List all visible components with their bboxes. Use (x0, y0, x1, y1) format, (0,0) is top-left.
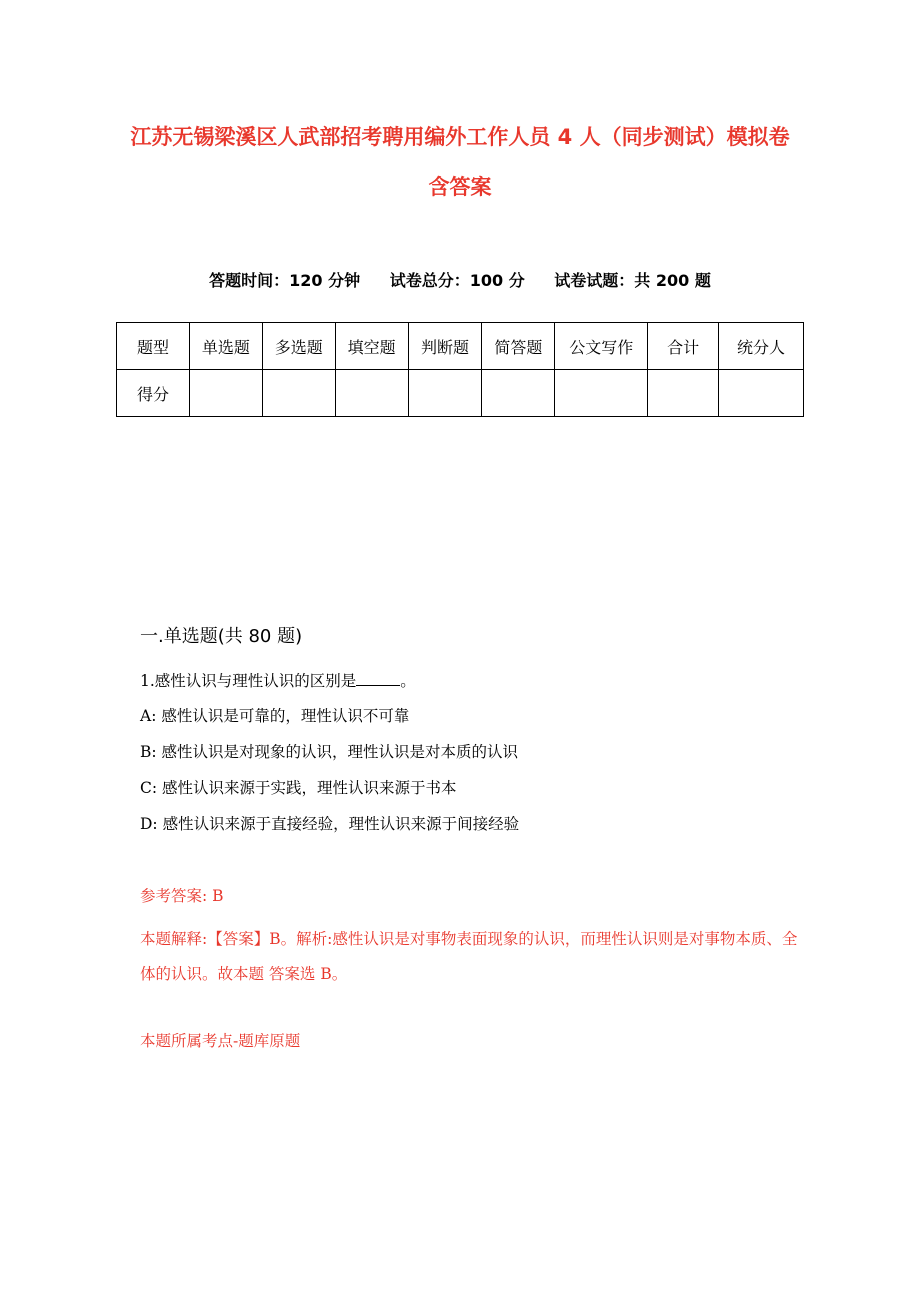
exam-time: 答题时间：120 分钟 (209, 271, 361, 290)
header-cell-type: 题型 (117, 323, 190, 370)
header-cell-fill-blank: 填空题 (335, 323, 408, 370)
score-cell (648, 370, 719, 417)
exam-total-questions: 试卷试题：共 200 题 (554, 271, 711, 290)
question-stem-end: 。 (400, 672, 416, 690)
score-cell (335, 370, 408, 417)
score-cell (262, 370, 335, 417)
score-table-score-row (117, 370, 804, 417)
score-table (116, 322, 804, 417)
question-stem (140, 670, 416, 692)
exam-total-score: 试卷总分：100 分 (389, 271, 525, 290)
answer-blank (356, 671, 400, 686)
header-cell-total: 合计 (648, 323, 719, 370)
reference-answer: 参考答案: B (140, 887, 224, 905)
score-cell (408, 370, 482, 417)
score-cell (555, 370, 648, 417)
score-table-header-row (117, 323, 804, 370)
page-title: 江苏无锡梁溪区人武部招考聘用编外工作人员 4 人（同步测试）模拟卷含答案 (130, 125, 790, 199)
header-cell-single-choice: 单选题 (189, 323, 262, 370)
score-cell (189, 370, 262, 417)
option-d: D: 感性认识来源于直接经验，理性认识来源于间接经验 (140, 815, 520, 833)
score-row-label: 得分 (117, 370, 190, 417)
header-cell-document-writing: 公文写作 (555, 323, 648, 370)
answer-explanation: 本题解释:【答案】B。解析:感性认识是对事物表面现象的认识，而理性认识则是对事物本质、全体的认识。故本题 答案选 B。 (140, 930, 798, 983)
exam-info (0, 270, 920, 292)
header-cell-short-answer: 简答题 (482, 323, 555, 370)
score-cell (719, 370, 804, 417)
option-a: A: 感性认识是可靠的，理性认识不可靠 (140, 707, 410, 725)
option-c: C: 感性认识来源于实践，理性认识来源于书本 (140, 779, 457, 797)
question-source: 本题所属考点-题库原题 (140, 1032, 301, 1050)
score-cell (482, 370, 555, 417)
section-heading: 一.单选题(共 80 题) (140, 626, 303, 647)
option-b: B: 感性认识是对现象的认识，理性认识是对本质的认识 (140, 743, 519, 761)
header-cell-scorer: 统分人 (719, 323, 804, 370)
header-cell-true-false: 判断题 (408, 323, 482, 370)
header-cell-multi-choice: 多选题 (262, 323, 335, 370)
question-stem-text: 1.感性认识与理性认识的区别是 (140, 672, 357, 690)
